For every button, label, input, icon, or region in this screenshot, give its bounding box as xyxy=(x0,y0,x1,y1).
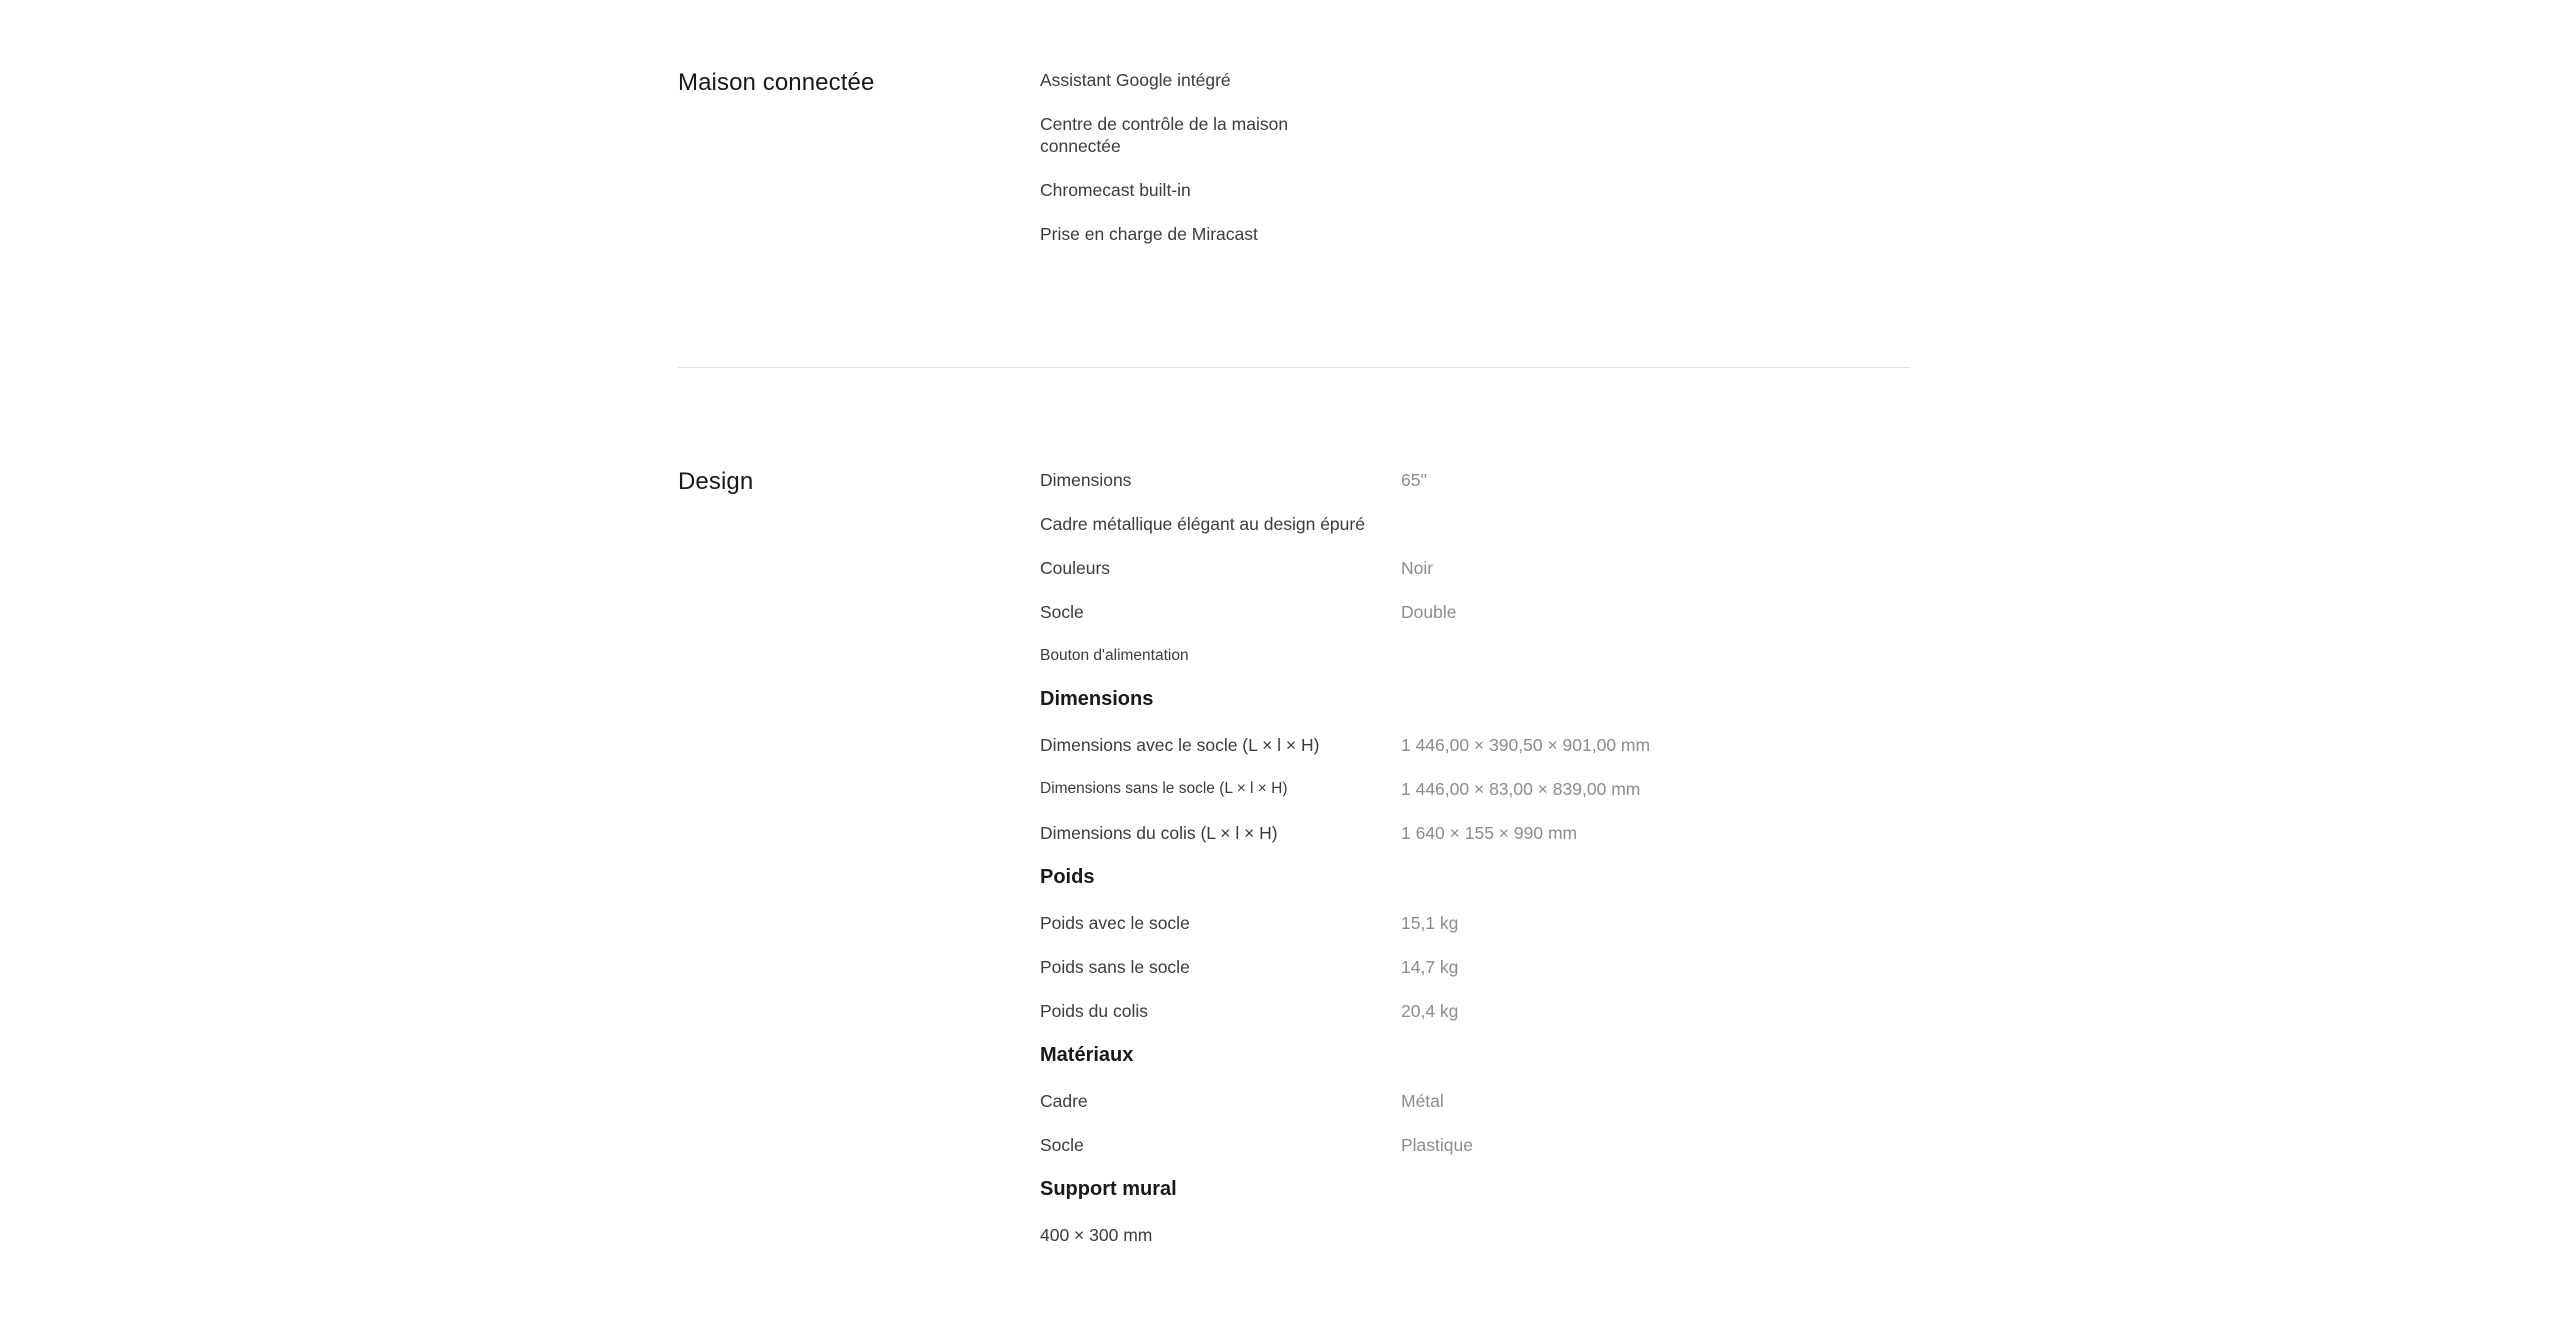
smart-home-title: Maison connectée xyxy=(678,69,875,96)
smart-home-item-control-center: Centre de contrôle de la maison connectée xyxy=(1040,114,1289,156)
section-divider xyxy=(678,367,1910,368)
spec-label: Poids du colis xyxy=(1040,1001,1148,1021)
spec-label: Bouton d'alimentation xyxy=(1040,647,1189,664)
spec-value: Plastique xyxy=(1401,1135,1473,1155)
spec-value: 15,1 kg xyxy=(1401,913,1459,933)
spec-label: Socle xyxy=(1040,602,1084,622)
spec-label: Dimensions sans le socle (L × l × H) xyxy=(1040,780,1288,797)
spec-label: Couleurs xyxy=(1040,558,1111,578)
design-title: Design xyxy=(678,468,754,495)
spec-value: 1 446,00 × 83,00 × 839,00 mm xyxy=(1401,779,1641,799)
spec-value: 1 446,00 × 390,50 × 901,00 mm xyxy=(1401,735,1651,755)
wall-mount-value: 400 × 300 mm xyxy=(1040,1225,1153,1245)
spec-label: Poids avec le socle xyxy=(1040,913,1190,933)
dimensions-heading: Dimensions xyxy=(1040,688,1154,710)
materials-heading: Matériaux xyxy=(1040,1044,1134,1066)
spec-value: 1 640 × 155 × 990 mm xyxy=(1401,823,1578,843)
spec-label: Cadre métallique élégant au design épuré xyxy=(1040,514,1365,534)
spec-label: Dimensions du colis (L × l × H) xyxy=(1040,823,1278,843)
spec-value: Double xyxy=(1401,602,1457,622)
wall-mount-heading: Support mural xyxy=(1040,1178,1177,1200)
spec-value: 14,7 kg xyxy=(1401,957,1459,977)
smart-home-item-chromecast: Chromecast built-in xyxy=(1040,180,1191,200)
spec-label: Socle xyxy=(1040,1135,1084,1155)
spec-label: Dimensions xyxy=(1040,470,1132,490)
smart-home-item-miracast: Prise en charge de Miracast xyxy=(1040,224,1258,244)
smart-home-item-google-assistant: Assistant Google intégré xyxy=(1040,70,1231,90)
spec-label: Poids sans le socle xyxy=(1040,957,1190,977)
weight-heading: Poids xyxy=(1040,866,1095,888)
spec-label: Cadre xyxy=(1040,1091,1088,1111)
spec-value: Noir xyxy=(1401,558,1434,578)
spec-value: 20,4 kg xyxy=(1401,1001,1459,1021)
spec-value: Métal xyxy=(1401,1091,1444,1111)
spec-value: 65'' xyxy=(1401,470,1428,490)
spec-label: Dimensions avec le socle (L × l × H) xyxy=(1040,735,1320,755)
